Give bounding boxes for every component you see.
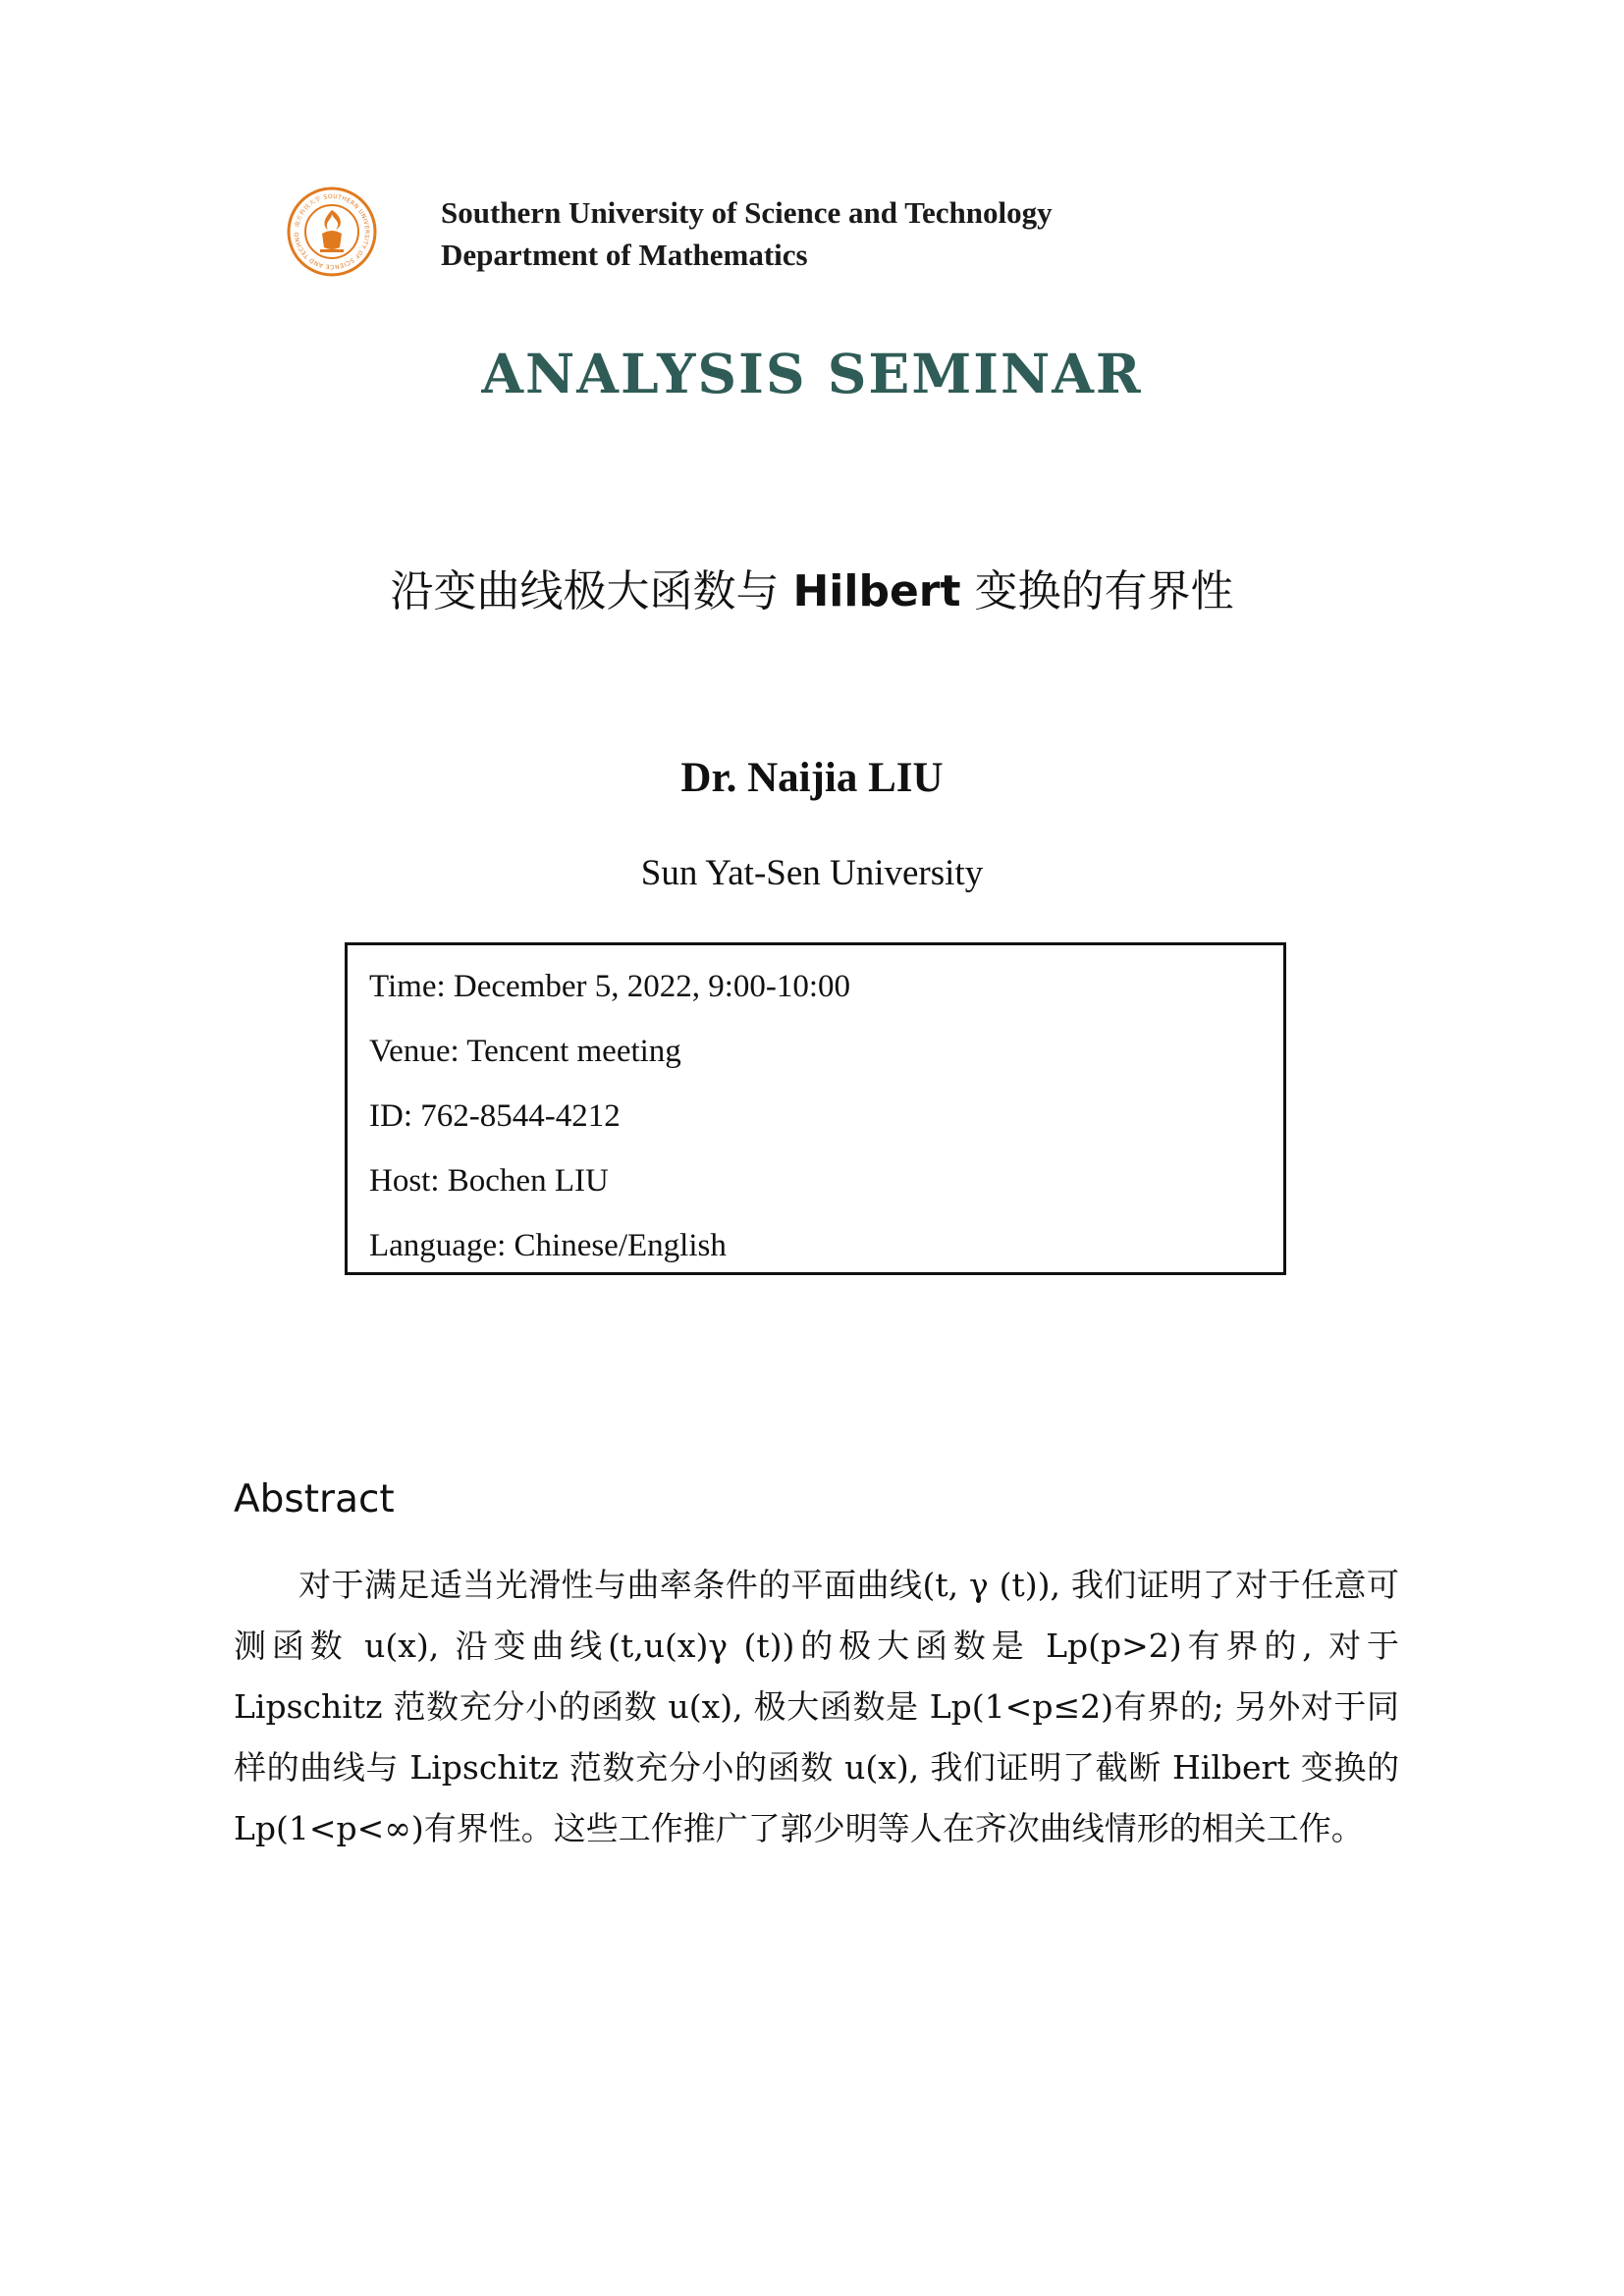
seminar-series-title: ANALYSIS SEMINAR bbox=[481, 342, 1143, 405]
abstract-body: 对于满足适当光滑性与曲率条件的平面曲线(t, γ (t)), 我们证明了对于任意可测函数 u(x), 沿变曲线(t,u(x)γ (t))的极大函数是 Lp(p>2)有界的, 对于 Lipschitz 范数充分小的函数 u(x), 极大函数是 Lp(1<p≤2)有界的; 另外对于同样的曲线与 Lipschitz 范数充分小的函数 u(x), 我们证明了截断 Hilbert 变换的 Lp(1<p<∞)有界性。这些工作推广了郭少明等人在齐次曲线情形的相关工作。 bbox=[234, 1566, 1399, 1847]
university-seal-icon bbox=[287, 187, 377, 277]
abstract-heading: Abstract bbox=[234, 1477, 395, 1522]
talk-title-part-1: 沿变曲线极大函数与 bbox=[390, 566, 780, 616]
event-host: Host: Bochen LIU bbox=[369, 1163, 609, 1199]
talk-title bbox=[0, 556, 1624, 618]
meeting-id: ID: 762-8544-4212 bbox=[369, 1098, 621, 1134]
institution-heading bbox=[441, 191, 1053, 276]
university-name: Southern University of Science and Technology bbox=[441, 195, 1053, 230]
speaker-affiliation: Sun Yat-Sen University bbox=[640, 853, 984, 893]
talk-title-part-2: Hilbert bbox=[792, 566, 961, 616]
seal-ring-text: 南方科技大学 SOUTHERN UNIVERSITY OF SCIENCE AND TECHNO bbox=[293, 192, 371, 271]
event-details-box bbox=[345, 942, 1286, 1275]
department-name: Department of Mathematics bbox=[441, 238, 808, 272]
speaker-name: Dr. Naijia LIU bbox=[680, 755, 944, 801]
university-logo bbox=[287, 187, 377, 277]
talk-title-part-3: 变换的有界性 bbox=[974, 566, 1234, 616]
event-time: Time: December 5, 2022, 9:00-10:00 bbox=[369, 969, 851, 1004]
event-language: Language: Chinese/English bbox=[369, 1228, 727, 1263]
event-venue: Venue: Tencent meeting bbox=[369, 1034, 681, 1069]
